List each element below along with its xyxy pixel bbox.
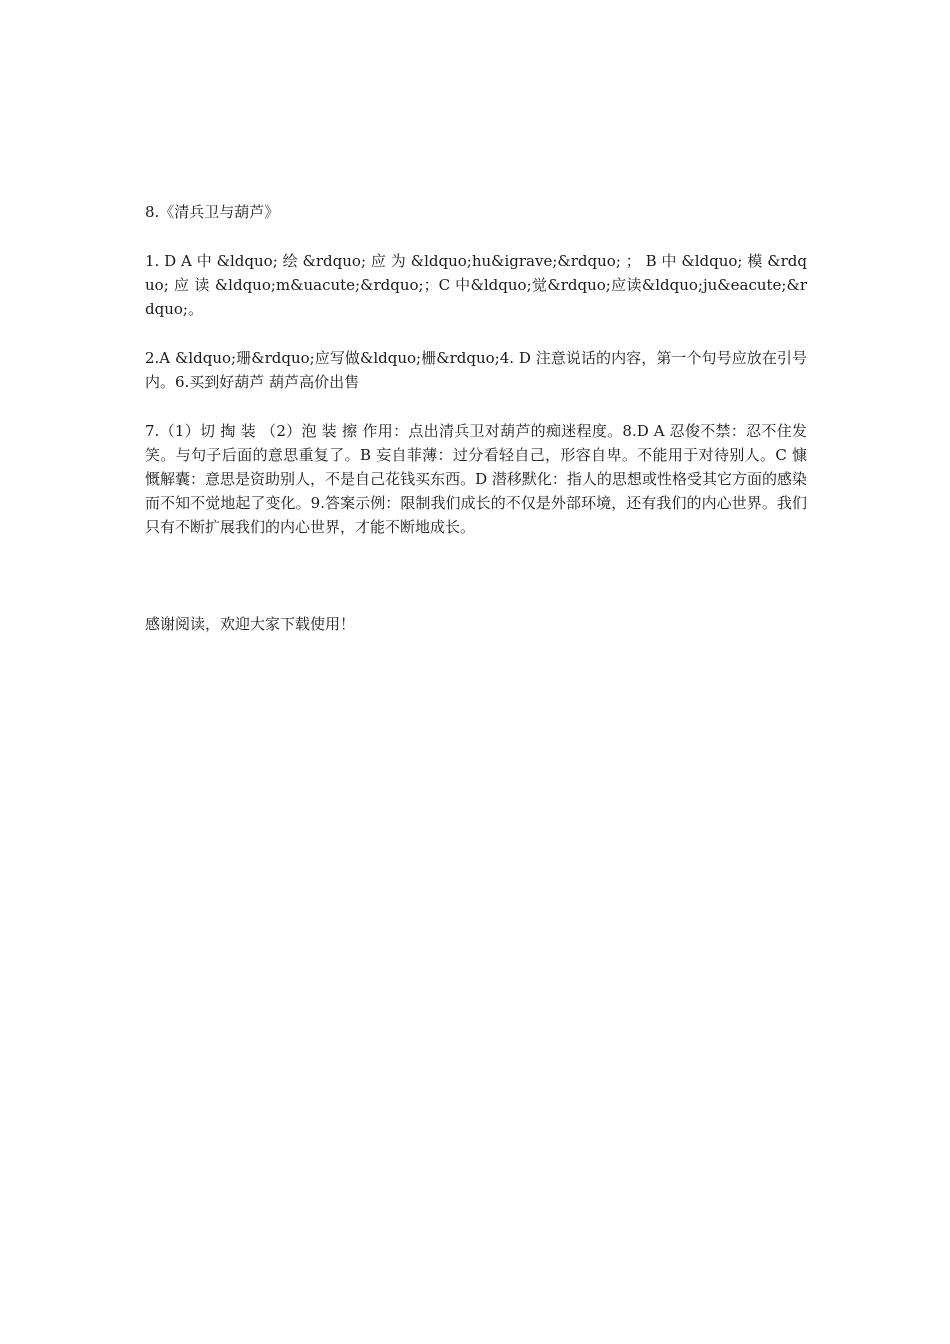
- answer-paragraph-2: 2.A &ldquo;珊&rdquo;应写做&ldquo;栅&rdquo;4. D 注意说话的内容，第一个句号应放在引号内。6.买到好葫芦 葫芦高价出售: [145, 349, 807, 391]
- answer-paragraph-3: 7.（1）切 掏 装 （2）泡 装 擦 作用：点出清兵卫对葫芦的痴迷程度。8.D A 忍俊不禁：忍不住发笑。与句子后面的意思重复了。B 妄自菲薄：过分看轻自己，形容自卑。不能用于对待别人。C 慷慨解囊：意思是资助别人，不是自己花钱买东西。D 潜移默化：指人的思想或性格受其它方面的感染而不知不觉地起了变化。9.答案示例：限制我们成长的不仅是外部环境，还有我们的内心世界。我们只有不断扩展我们的内心世界，才能不断地成长。: [145, 422, 807, 536]
- document-body: [145, 200, 807, 636]
- answer-paragraph-1: 1. D A 中 &ldquo; 绘 &rdquo; 应 为 &ldquo;hu&igrave;&rdquo; ； B 中 &ldquo; 模 &rdquo; 应 读 &ldquo;m&uacute;&rdquo;；C 中&ldquo;觉&rdquo;应读&ldquo;ju&eacute;&rdquo;。: [145, 252, 807, 318]
- closing-note: 感谢阅读，欢迎大家下载使用！: [145, 615, 356, 633]
- section-heading: 8.《清兵卫与葫芦》: [145, 203, 280, 221]
